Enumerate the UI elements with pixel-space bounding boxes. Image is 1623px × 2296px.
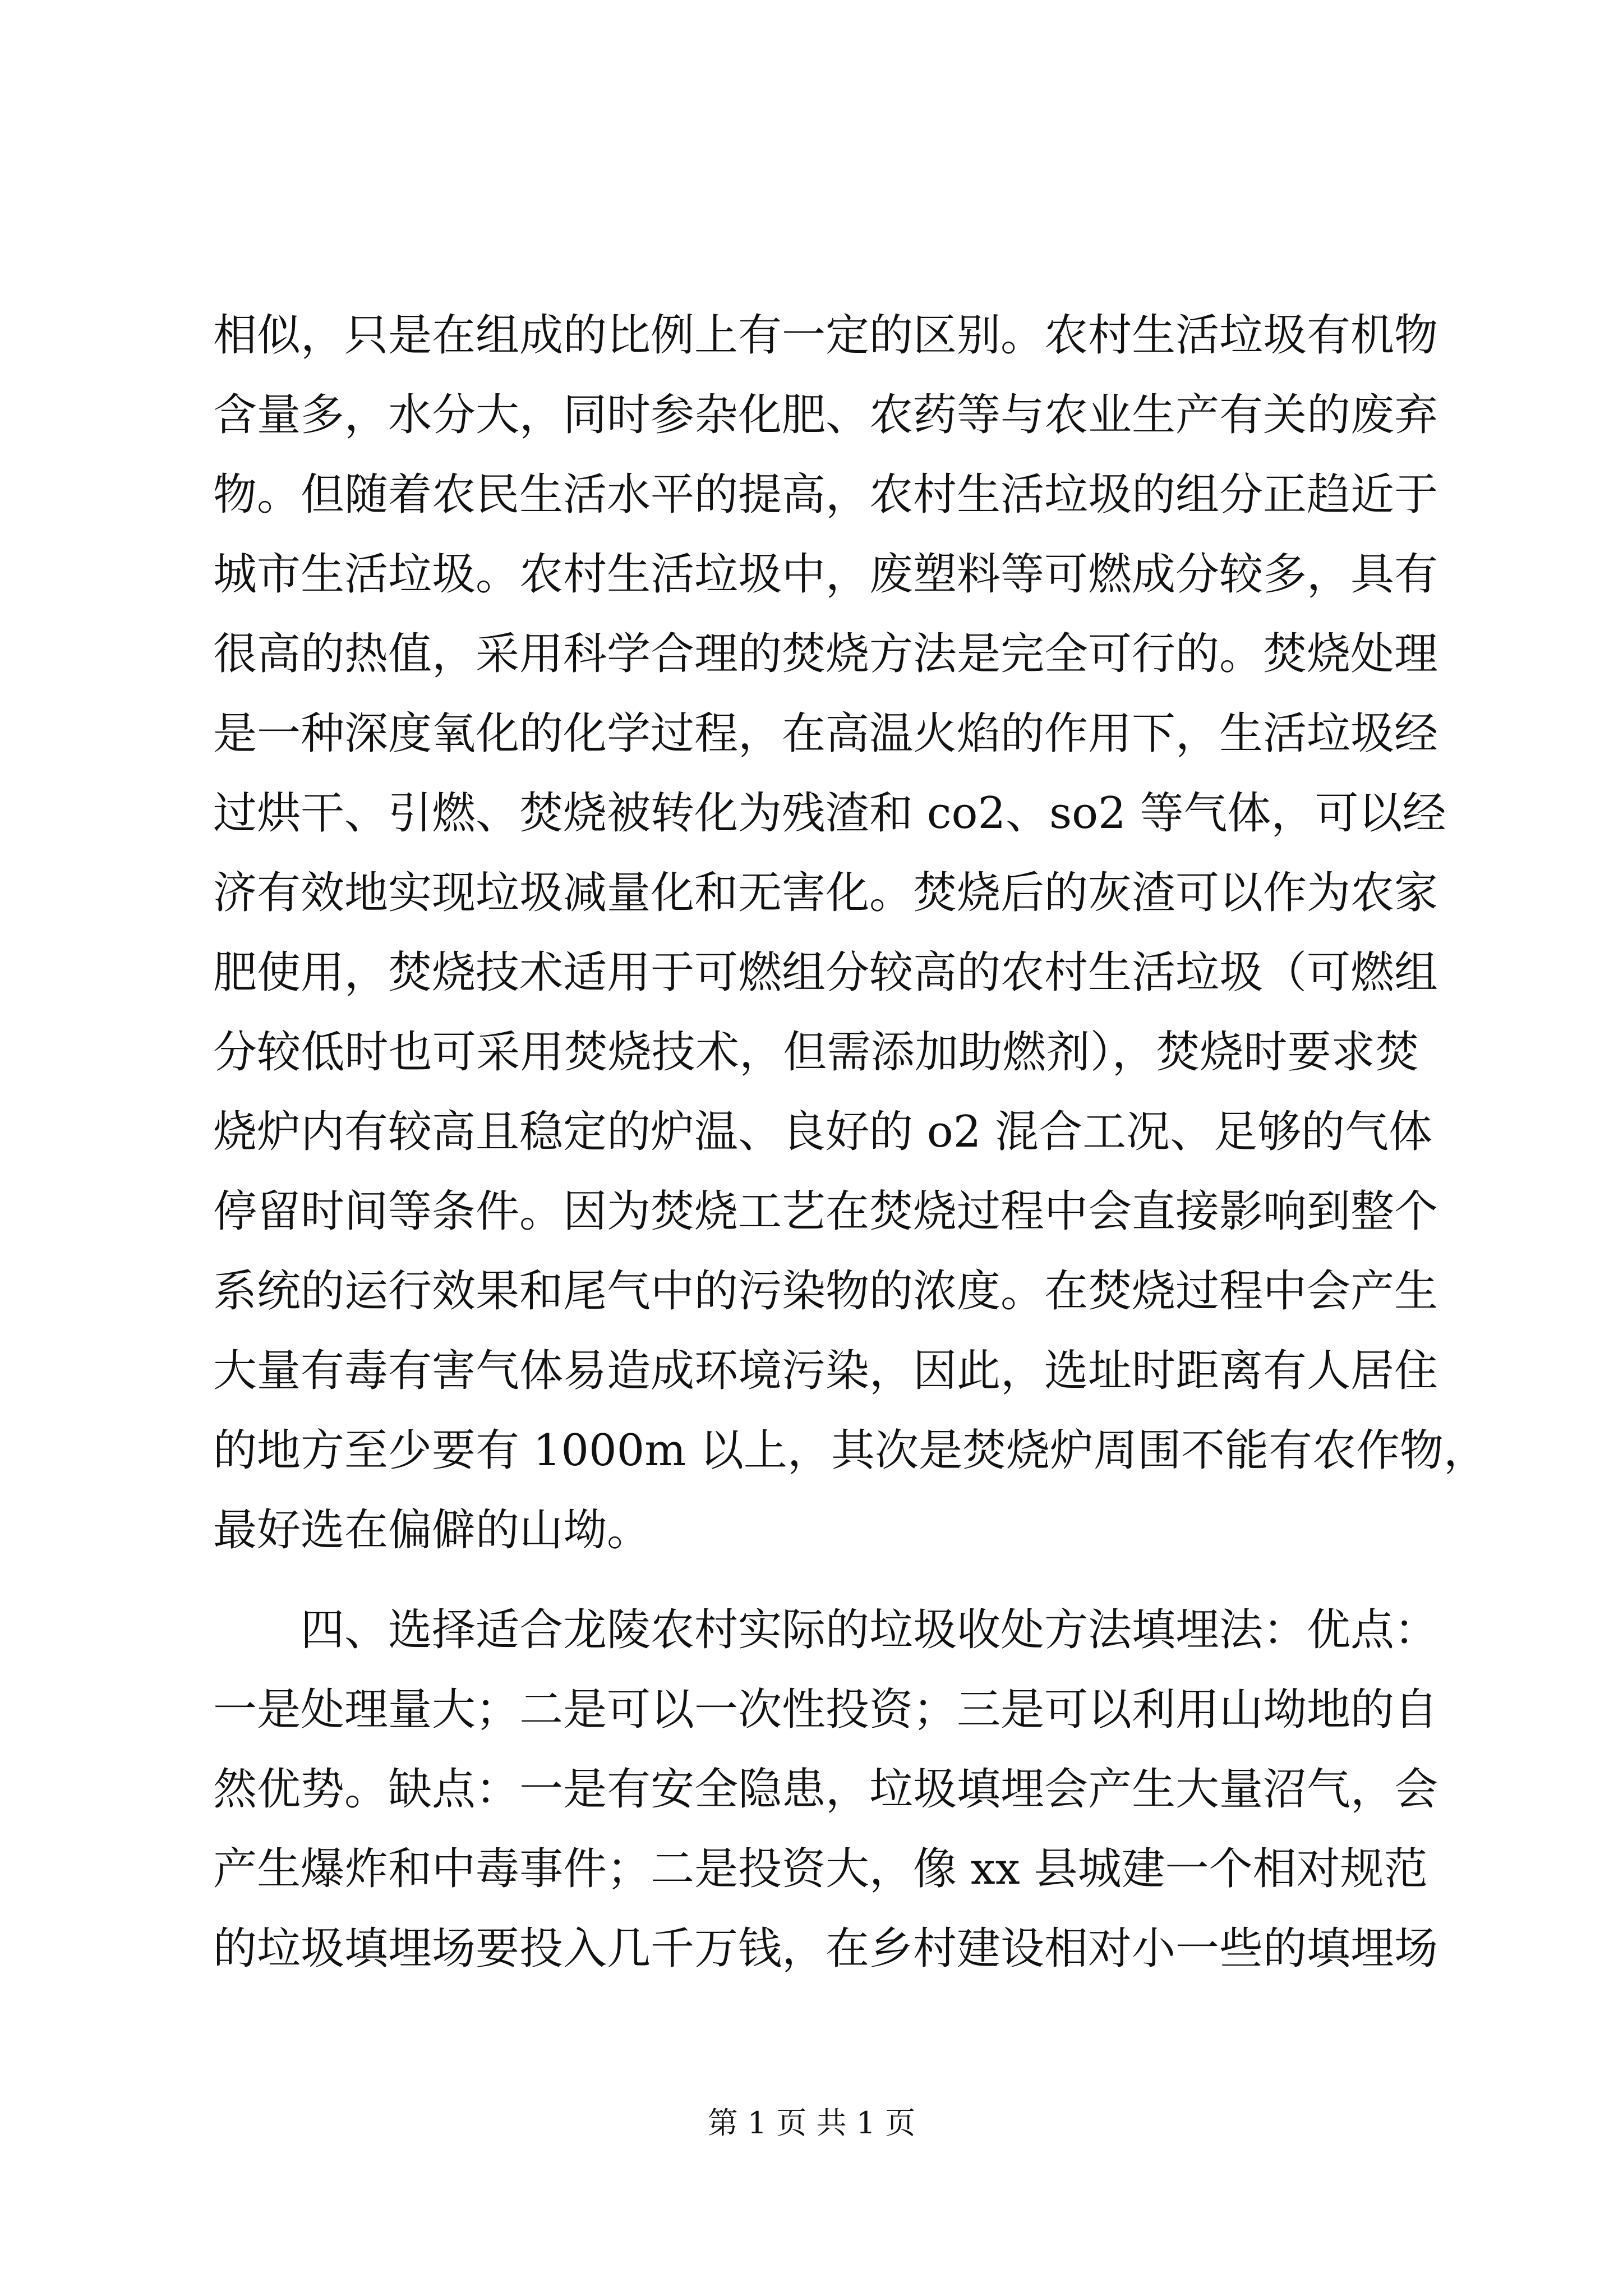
paragraph-2	[213, 1590, 1438, 1989]
paragraph-1	[213, 296, 1488, 1570]
text-line: 然优势。缺点：一是有安全隐患，垃圾填埋会产生大量沼气，会	[213, 1764, 1438, 1815]
text-line: 是一种深度氧化的化学过程，在高温火焰的作用下，生活垃圾经	[213, 708, 1438, 759]
page-footer	[0, 2104, 1623, 2143]
text-line: 分较低时也可采用焚烧技术，但需添加助燃剂），焚烧时要求焚	[213, 1027, 1419, 1078]
text-line: 一是处理量大；二是可以一次性投资；三是可以利用山坳地的自	[213, 1685, 1438, 1735]
document-body	[213, 296, 1488, 1989]
text-line: 含量多，水分大，同时参杂化肥、农药等与农业生产有关的废弃	[213, 390, 1438, 440]
text-line: 物。但随着农民生活水平的提高，农村生活垃圾的组分正趋近于	[213, 470, 1438, 520]
text-line: 相似，只是在组成的比例上有一定的区别。农村生活垃圾有机物	[213, 310, 1438, 361]
text-line: 很高的热值，采用科学合理的焚烧方法是完全可行的。焚烧处理	[213, 629, 1438, 679]
text-line: 最好选在偏僻的山坳。	[213, 1505, 651, 1556]
text-line: 停留时间等条件。因为焚烧工艺在焚烧过程中会直接影响到整个	[213, 1186, 1438, 1237]
text-line: 大量有毒有害气体易造成环境污染，因此，选址时距离有人居住	[213, 1346, 1438, 1396]
text-line: 济有效地实现垃圾减量化和无害化。焚烧后的灰渣可以作为农家	[213, 868, 1438, 918]
text-line: 肥使用，焚烧技术适用于可燃组分较高的农村生活垃圾（可燃组	[213, 947, 1438, 998]
text-line: 过烘干、引燃、焚烧被转化为残渣和 co2、so2 等气体，可以经	[213, 788, 1446, 839]
text-line: 的地方至少要有 1000m 以上，其次是焚烧炉周围不能有农作物，	[213, 1425, 1488, 1476]
text-line: 城市生活垃圾。农村生活垃圾中，废塑料等可燃成分较多，具有	[213, 549, 1438, 600]
page-number-label: 第 1 页 共 1 页	[707, 2105, 916, 2141]
text-line: 四、选择适合龙陵农村实际的垃圾收处方法填埋法：优点：	[213, 1605, 1438, 1655]
text-line: 系统的运行效果和尾气中的污染物的浓度。在焚烧过程中会产生	[213, 1266, 1438, 1317]
text-line: 的垃圾填埋场要投入几千万钱，在乡村建设相对小一些的填埋场	[213, 1924, 1438, 1974]
text-line: 产生爆炸和中毒事件；二是投资大，像 xx 县城建一个相对规范	[213, 1844, 1428, 1894]
text-line: 烧炉内有较高且稳定的炉温、良好的 o2 混合工况、足够的气体	[213, 1107, 1433, 1157]
